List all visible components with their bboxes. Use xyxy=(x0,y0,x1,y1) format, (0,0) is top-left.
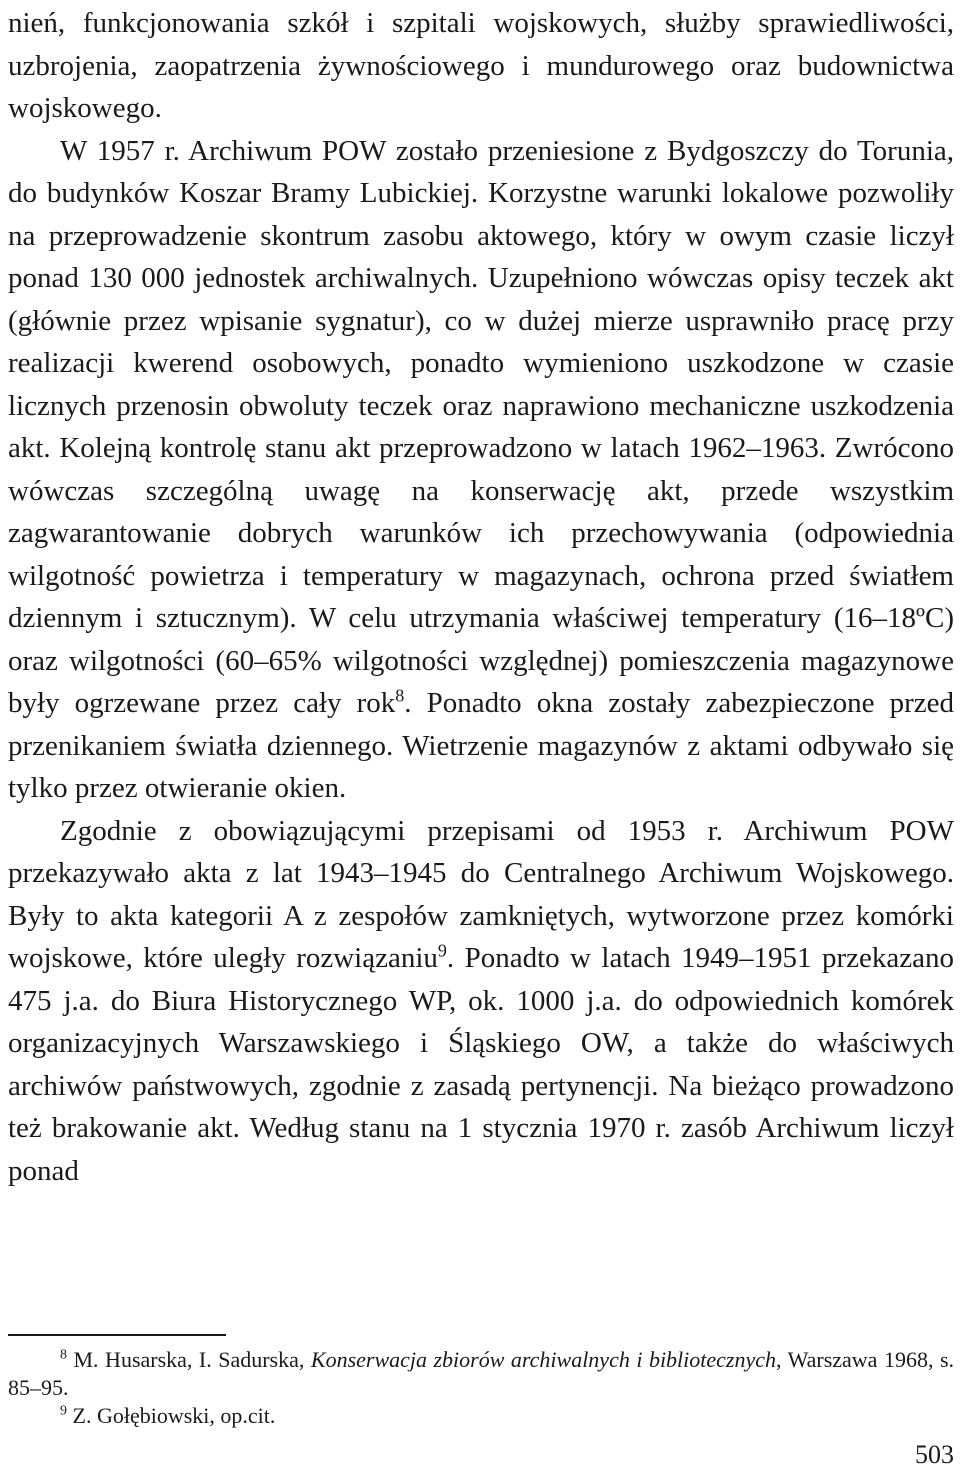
footnote-text: , Warszawa 1968, s. 85–95. xyxy=(8,1347,955,1400)
footnote-number: 9 xyxy=(60,1403,67,1419)
footnote-9 xyxy=(8,1402,954,1430)
paragraph-3 xyxy=(8,810,954,1193)
footnote-text: M. Husarska, I. Sadurska, xyxy=(67,1347,311,1372)
document-page xyxy=(8,0,954,1475)
paragraph-3-text-a: Zgodnie z obowiązującymi przepisami od 1953 r. Archiwum POW przekazywało akta z lat 1943–1945 do Centralnego Archiwum Wojskowego. Były to akta kategorii A z zespołów zamkniętych, wytworzone przez komórki wojskowe, które uległy rozwiązaniu xyxy=(8,814,954,974)
footnote-ref-9[interactable]: 9 xyxy=(437,940,447,961)
main-text xyxy=(8,2,954,1192)
footnote-number: 8 xyxy=(60,1347,67,1363)
footnote-separator xyxy=(8,1334,226,1336)
paragraph-3-text-b: . Ponadto w latach 1949–1951 przekazano 475 j.a. do Biura Historycznego WP, ok. 1000 j.a. do odpowiednich komórek organizacyjnych Warszawskiego i Śląskiego OW, a także do właściwych archiwów państwowych, zgodnie z zasadą pertynencji. Na bieżąco prowadzono też brakowanie akt. Według stanu na 1 stycznia 1970 r. zasób Archiwum liczył ponad xyxy=(8,942,954,1187)
footnote-text: Z. Gołębiowski, op.cit. xyxy=(67,1403,276,1428)
footnote-title: Konserwacja zbiorów archiwalnych i bibliotecznych xyxy=(310,1347,777,1372)
paragraph-1-text: nień, funkcjonowania szkół i szpitali wojskowych, służby sprawiedliwości, uzbrojenia, zaopatrzenia żywnościowego i mundurowego oraz budownictwa wojskowego. xyxy=(8,7,954,124)
footnote-8 xyxy=(8,1346,954,1402)
paragraph-2-text-b: . Ponadto okna zostały zabezpieczone przed przenikaniem światła dziennego. Wietrzenie magazynów z aktami odbywało się tylko przez otwieranie okien. xyxy=(8,687,954,804)
page-number: 503 xyxy=(915,1440,954,1469)
paragraph-2 xyxy=(8,130,954,810)
paragraph-2-text-a: W 1957 r. Archiwum POW zostało przeniesione z Bydgoszczy do Torunia, do budynków Koszar Bramy Lubickiej. Korzystne warunki lokalowe pozwoliły na przeprowadzenie skontrum zasobu aktowego, który w owym czasie liczył ponad 130 000 jednostek archiwalnych. Uzupełniono wówczas opisy teczek akt (głównie przez wpisanie sygnatur), co w dużej mierze usprawniło pracę przy realizacji kwerend osobowych, ponadto wymieniono uszkodzone w czasie licznych przenosin obwoluty teczek oraz naprawiono mechaniczne uszkodzenia akt. Kolejną kontrolę stanu akt przeprowadzono w latach 1962–1963. Zwrócono wówczas szczególną uwagę na konserwację akt, przede wszystkim zagwarantowanie dobrych warunków ich przechowywania (odpowiednia wilgotność powietrza i temperatury w magazynach, ochrona przed światłem dziennym i sztucznym). W celu utrzymania właściwej temperatury (16–18ºC) oraz wilgotności (60–65% wilgotności względnej) pomieszczenia magazynowe były ogrzewane przez cały rok xyxy=(8,134,954,719)
footnotes xyxy=(8,1346,954,1430)
footnote-ref-8[interactable]: 8 xyxy=(395,685,405,706)
paragraph-1 xyxy=(8,2,954,130)
